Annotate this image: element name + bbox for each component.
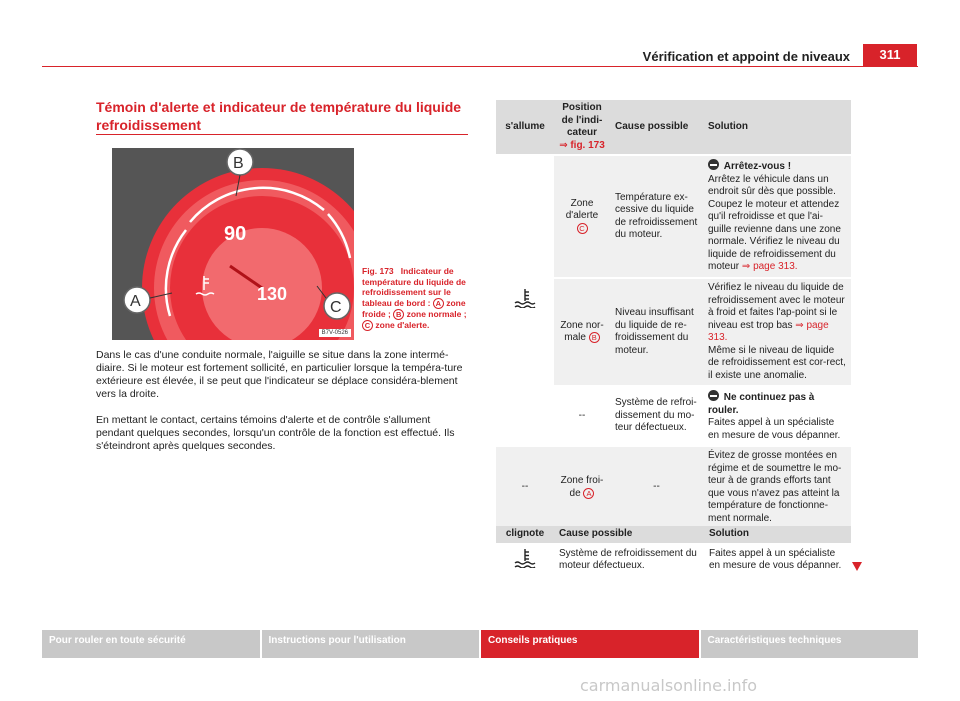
continue-arrow-icon[interactable] (852, 562, 862, 571)
header-cause: Cause possible (610, 100, 703, 155)
caption-zone-a: zone froide ; (362, 297, 466, 319)
solution-cell: Arrêtez-vous ! Arrêtez le véhicule dans un endroit sûr dès que possible. Coupez le moteur et attendez qu'il refroidisse et que l'ai-guille revienne dans une zone normale. Vérifiez le niveau du liquide de refroidissement du moteur ⇒ page 313. (703, 155, 851, 278)
footer-tab-practical-tips[interactable]: Conseils pratiques (481, 630, 699, 658)
position-cell: -- (554, 386, 610, 446)
table-row (496, 544, 851, 577)
label-a: A (130, 293, 141, 310)
footer-tab-technical-specs[interactable]: Caractéristiques techniques (701, 630, 919, 658)
position-cell: Zone froi-de A (554, 446, 610, 529)
header-lights-on: s'allume (496, 100, 554, 155)
flashing-light-table (496, 526, 851, 578)
caption-badge-c: C (362, 320, 373, 331)
section-title: Témoin d'alerte et indicateur de température du liquide refroidissement (96, 99, 462, 133)
position-cell: Zone d'alerte C (554, 155, 610, 278)
figure-code: B7V-0526 (319, 329, 351, 337)
caption-text: Indicateur de température du liquide de refroidissement sur le tableau de bord : (362, 266, 466, 308)
header-cause: Cause possible (554, 526, 704, 544)
running-header-title: Vérification et appoint de niveaux (642, 49, 850, 64)
footer-tab-instructions[interactable]: Instructions pour l'utilisation (262, 630, 480, 658)
header-solution: Solution (703, 100, 851, 155)
cause-cell: Système de refroi-dissement du mo-teur défectueux. (610, 386, 703, 446)
header-flashes: clignote (496, 526, 554, 544)
cause-cell: Niveau insuffisant du liquide de re-froidissement du moteur. (610, 278, 703, 386)
solution-cell: Ne continuez pas à rouler. Faites appel à un spécialiste en mesure de vous dépanner. (703, 386, 851, 446)
temperature-gauge-figure (112, 148, 354, 340)
cause-cell: Système de refroidissement du moteur défectueux. (554, 544, 704, 577)
gauge-value-90: 90 (224, 223, 247, 245)
position-badge-c: C (577, 223, 588, 234)
section-divider (96, 134, 468, 135)
caption-prefix: Fig. 173 (362, 266, 394, 276)
position-cell: Zone nor-male B (554, 278, 610, 386)
coolant-warning-icon-cell (496, 544, 554, 577)
caption-badge-a: A (433, 298, 444, 309)
coolant-warning-icon-cell (496, 155, 554, 446)
table-row (496, 155, 851, 278)
solution-cell: Faites appel à un spécialiste en mesure de vous dépanner. (704, 544, 851, 577)
position-badge-a: A (583, 488, 594, 499)
label-c: C (330, 299, 342, 316)
gauge-value-130: 130 (257, 284, 288, 304)
body-paragraph-2: En mettant le contact, certains témoins d'alerte et de contrôle s'allument pendant quelques secondes, lorsqu'un contrôle de la fonction est effectué. Ils s'éteindront après quelques secondes. (96, 414, 455, 452)
coolant-warning-icon (514, 288, 536, 308)
page-link-313[interactable]: ⇒ page 313. (708, 319, 829, 343)
page-link-313[interactable]: ⇒ page 313. (741, 261, 798, 273)
caption-badge-b: B (393, 309, 404, 320)
position-badge-b: B (589, 332, 600, 343)
label-b: B (233, 155, 244, 172)
caption-zone-c: zone d'alerte. (375, 319, 430, 330)
header-indicator-position: Position de l'indi-cateur ⇒ fig. 173 (554, 100, 610, 155)
coolant-warning-icon (514, 548, 536, 568)
cause-cell: Température ex-cessive du liquide de refroidissement du moteur. (610, 155, 703, 278)
footer-nav (42, 630, 918, 658)
caption-zone-b: zone normale ; (406, 308, 467, 319)
cause-cell: -- (610, 446, 703, 529)
stop-icon (708, 390, 719, 401)
stop-icon (708, 159, 719, 170)
footer-tab-safety[interactable]: Pour rouler en toute sécurité (42, 630, 260, 658)
solution-cell: Évitez de grosse montées en régime et de soumettre le mo-teur à de grands efforts tant que vous n'avez pas atteint la température de fonctionne-ment normale. (703, 446, 851, 529)
page-number: 311 (863, 44, 917, 66)
header-solution: Solution (704, 526, 851, 544)
figure-caption (362, 266, 470, 331)
solution-cell: Vérifiez le niveau du liquide de refroidissement avec le moteur à froid et faites l'ap-point si le niveau est trop bas ⇒ page 313. Même si le niveau de liquide de refroidissement est cor-rect, il existe une anomalie. (703, 278, 851, 386)
gauge-illustration (112, 148, 354, 340)
header-divider (42, 66, 918, 67)
warning-light-table (496, 100, 851, 530)
table-row (496, 446, 851, 529)
header-figure-link[interactable]: ⇒ fig. 173 (559, 139, 605, 151)
body-paragraph-1: Dans le cas d'une conduite normale, l'aiguille se situe dans la zone intermé-diaire. Si le moteur est fortement sollicité, en particulier lorsque la tempéra-ture extérieure est élevée, il se peut que l'indicateur se déplace considéra-blement vers la droite. (96, 349, 463, 400)
lights-cell: -- (496, 446, 554, 529)
watermark: carmanualsonline.info (580, 676, 758, 695)
